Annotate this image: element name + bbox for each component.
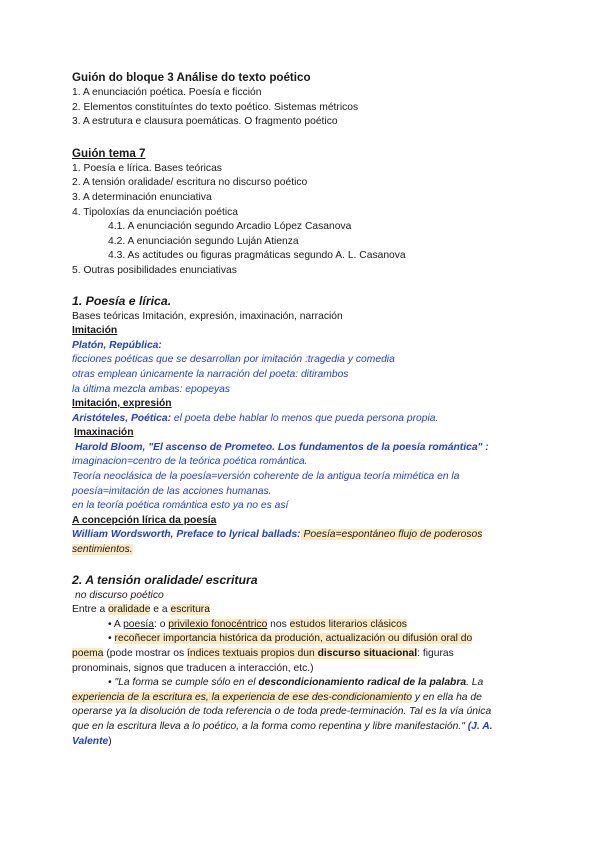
imitacion-heading: Imitación [72,325,118,337]
bases-line: Bases teóricas Imitación, expresión, imaxinación, narración [72,310,343,322]
bullet-text: : o [153,618,169,630]
bloom-line: poesía=imitación de las acciones humanas. [72,485,272,497]
aristoteles-line [72,412,542,427]
tema7-item: 5. Outras posibilidades enunciativas [72,264,237,276]
document-page [72,70,542,749]
aristoteles-ref: Aristóteles, Poética: [72,412,171,424]
imitacion-expresion-heading: Imitación, expresión [72,398,172,410]
entre-text: e a [150,604,171,616]
bullet-text: • A [108,618,124,630]
estudos-term: estudos literarios clásicos [289,618,407,630]
poesia-term: poesía [123,618,154,630]
bullet-poesia [72,618,542,633]
quote-bold: descondicionamiento radical de la palabra [258,677,467,689]
privilexio-term: privilexio fonocéntrico [168,618,268,630]
quote-author-2: Valente [72,735,109,747]
poema-term: poema [72,648,104,659]
tema7-subitem: 4.1. A enunciación segundo Arcadio López Casanova [108,221,352,233]
outline-item: 2. Elementos constituíntes do texto poético. Sistemas métricos [72,101,359,113]
wordsworth-line-2 [72,543,542,558]
bullet-recofecer [72,632,542,647]
entre-text: Entre a [72,604,109,616]
quote-line-4 [72,720,542,735]
bloom-line: en la teoría poética romántica esto ya no es así [72,500,289,512]
concepcion-heading: A concepción lírica da poesía [72,514,217,526]
quote-text: • "La forma se cumple sólo en el [108,677,259,689]
quote-text: y en ella ha de [412,691,482,703]
platon-line: otras emplean únicamente la narración del poeta: ditirambos [72,368,349,380]
bullet-text: • [108,633,115,645]
bullet-text: : figuras [417,648,454,659]
tema7-subitem: 4.3. As actitudes ou figuras pragmáticas segundo A. L. Casanova [108,250,406,262]
quote-line-5 [72,735,542,750]
aristoteles-text: el poeta debe hablar lo menos que pueda persona propia. [171,412,439,424]
recofecer-text: recoñecer importancia histórica da produción, actualización ou difusión oral do [114,633,473,645]
bullet-quote [72,676,542,691]
outline-item: 3. A estrutura e clausura poemáticas. O fragmento poético [72,116,338,128]
wordsworth-text: Poesía=espontáneo flujo de poderosos [300,529,483,541]
bloom-line: Teoría neoclásica de la poesía=versión coherente de la antigua teoría mimética en la [72,471,460,483]
outline-item: 1. A enunciación poética. Poesía e ficción [72,87,262,98]
discurso-term: discurso situacional [317,648,418,659]
tema7-item: 3. A determinación enunciativa [72,191,212,203]
tema7-item: 2. A tensión oralidade/ escritura no discurso poético [72,177,308,189]
pronominais-line: pronominais, signos que traducen a interacción, etc.) [72,662,314,674]
tema7-subitem: 4.2. A enunciación segundo Luján Atienza [108,235,299,247]
poema-line [72,647,542,662]
section2-heading: 2. A tensión oralidade/ escritura [72,572,258,587]
section2-sub: no discurso poético [75,589,164,601]
outline-title: Guión do bloque 3 Análise do texto poético [72,71,311,84]
bullet-text: (pode mostrar os [103,648,188,659]
tema7-item: 1. Poesía e lírica. Bases teóricas [72,162,222,174]
platon-line: la última mezcla ambas: epopeyas [72,383,230,395]
platon-line: ficciones poéticas que se desarrollan por imitación :tragedia y comedia [72,354,395,366]
tema7-item: 4. Tipoloxías da enunciación poética [72,206,239,218]
quote-text: . La [466,677,484,689]
section1-heading: 1. Poesía e lírica. [72,293,172,308]
bloom-ref: Harold Bloom, "El ascenso de Prometeo. Los fundamentos de la poesía romántica" : [75,441,489,453]
quote-highlight: experiencia de la escritura es, la experiencia de ese des-condicionamiento [72,691,412,703]
bullet-text: nos [267,618,290,630]
entre-line [72,603,542,618]
quote-author: (J. A. [467,720,493,732]
wordsworth-text-2: sentimientos. [72,544,133,556]
quote-text: que en la escritura lleva a lo poético, a la forma como repentina y libre manifestación." [72,720,468,732]
indices-term: índices textuais propios dun [187,648,318,659]
bloom-line: imaginacion=centro de la teórica poética romántica. [72,456,308,468]
quote-line-2 [72,691,542,706]
wordsworth-line [72,528,542,543]
quote-line-3: operarse ya la disolución de toda referencia o de toda prede-terminación. Tal es la vía única [72,706,492,718]
platon-ref: Platón, República: [72,339,162,351]
imaxinacion-heading: Imaxinación [74,427,134,439]
quote-text: ) [108,735,112,747]
wordsworth-ref: William Wordsworth, Preface to lyrical ballads: [72,529,301,541]
escritura-term: escritura [170,604,210,616]
tema7-title: Guión tema 7 [72,146,146,160]
oralidade-term: oralidade [108,604,151,616]
